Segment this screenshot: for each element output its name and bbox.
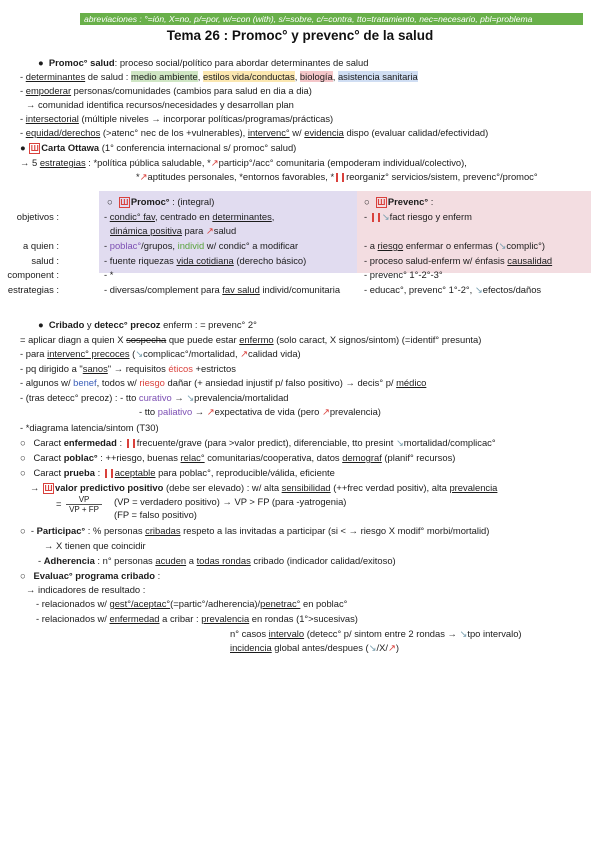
promo-heading-line: ● Promoc° salud: proceso social/político para abordar determinantes de salud	[38, 57, 369, 68]
circle-bullet-icon: ○	[20, 570, 34, 581]
label-estrategias: estrategias :	[7, 284, 59, 295]
cribado-line-6: - tto paliativo → ↗expectativa de vida (pero ↗prevalencia)	[139, 406, 381, 417]
arrow-down-icon: ↘	[186, 392, 195, 403]
circle-bullet-icon: ○	[20, 452, 34, 463]
promo-col-heading: ○ Ш Promoc° : (integral)	[107, 196, 215, 208]
arrow-down-icon: ↘	[395, 437, 404, 448]
building-icon: Ш	[377, 198, 386, 208]
circle-bullet-icon: ○	[20, 467, 34, 478]
cribado-vp-def: (VP = verdadero positivo) → VP > FP (para -yatrogenia)	[114, 496, 347, 507]
cribado-evaluacion-heading: ○ Evaluac° programa cribado :	[20, 570, 161, 581]
promo-col-estrategias: - diversas/complement para fav salud individ/comunitaria	[104, 284, 341, 295]
promo-col-a-quien: - poblac°/grupos, individ w/ condic° a modificar	[104, 240, 299, 251]
circle-bullet-icon: ○	[107, 196, 118, 207]
cribado-participacion: ○ - Participac° : % personas cribadas respeto a las invitadas a participar (si < → riesgo X modif° morbi/mortalid)	[20, 525, 490, 536]
abbreviations-banner: abreviaciones : °=ión, X=no, p/=por, w/=con (with), s/=sobre, c/=contra, tto=tratamiento, nec=necesario, pbl=problema	[80, 13, 583, 25]
arrow-down-icon: ↘	[381, 211, 390, 222]
circle-bullet-icon: ○	[364, 196, 375, 207]
prev-col-heading: ○ Ш Prevenc° :	[364, 196, 434, 208]
vpp-fraction: $\frac{VP}{VP + FP}$	[66, 495, 102, 514]
building-icon: Ш	[44, 484, 53, 494]
label-salud: salud :	[31, 255, 59, 266]
promo-line-2: - empoderar personas/comunidades (cambios para salud en dia a dia)	[20, 85, 312, 96]
cribado-heading-line: ● Cribado y detecc° precoz enferm : = prevenc° 2°	[38, 319, 257, 330]
promo-col-salud: - fuente riquezas vida cotidiana (derecho básico)	[104, 255, 307, 266]
cribado-fp-def: (FP = falso positivo)	[114, 509, 197, 520]
cribado-caract-poblacion: ○ Caract poblac° : ++riesgo, buenas relac° comunitarias/cooperativa, datos demograf (planif° recursos)	[20, 452, 456, 463]
cribado-line-5: - (tras detecc° precoz) : - tto curativo → ↘prevalencia/mortalidad	[20, 392, 289, 403]
arrow-down-icon: ↘	[474, 284, 483, 295]
arrow-down-icon: ↘	[498, 240, 507, 251]
exclamation-icon	[105, 469, 113, 478]
building-icon: Ш	[30, 144, 39, 154]
arrow-up-icon: ↗	[321, 406, 330, 417]
promo-line-4: - intersectorial (múltiple niveles → incorporar políticas/programas/prácticas)	[20, 113, 334, 124]
cribado-vpp-line: → Ш valor predictivo positivo (debe ser elevado) : w/ alta sensibilidad (++frec verdad positiv), alta prevalencia	[30, 482, 498, 494]
arrow-up-icon: ↗	[205, 225, 214, 236]
cribado-caract-prueba: ○ Caract prueba : aceptable para poblac°, reproducible/válida, eficiente	[20, 467, 335, 478]
cribado-indicador-2: - relacionados w/ enfermedad a cribar : prevalencia en rondas (1°>sucesivas)	[36, 613, 358, 624]
prev-col-estrategias: - educac°, prevenc° 1°-2°, ↘efectos/daños	[364, 284, 542, 295]
cribado-vpp-formula: = $\frac{VP}{VP + FP}$	[56, 495, 104, 514]
arrow-up-icon: ↗	[210, 157, 219, 168]
exclamation-icon	[336, 173, 344, 182]
prev-col-a-quien: - a riesgo enfermar o enfermas (↘complic°)	[364, 240, 545, 251]
cribado-line-2: - para intervenc° precoces (↘complicac°/mortalidad, ↗calidad vida)	[20, 348, 301, 359]
label-component: component :	[7, 269, 59, 280]
promo-col-component: - *	[104, 269, 114, 280]
cribado-line-3: - pq dirigido a "sanos" → requisitos éticos +estrictos	[20, 363, 236, 374]
cribado-indicadores: → indicadores de resultado :	[26, 584, 146, 595]
promo-col-objetivos-1: - condic° fav, centrado en determinantes,	[104, 211, 275, 222]
exclamation-icon	[372, 213, 380, 222]
cribado-indicador-1: - relacionados w/ gest°/aceptac°(=partic°/adherencia)/penetrac° en poblac°	[36, 598, 348, 609]
circle-bullet-icon: ○	[20, 437, 34, 448]
label-a-quien: a quien :	[23, 240, 59, 251]
arrow-up-icon: ↗	[387, 642, 396, 653]
arrow-down-icon: ↘	[459, 628, 468, 639]
circle-bullet-icon: ○	[20, 525, 31, 536]
exclamation-icon	[127, 439, 135, 448]
cribado-indicador-3: n° casos intervalo (detecc° p/ sintom entre 2 rondas → ↘tpo intervalo)	[230, 628, 522, 639]
arrow-up-icon: ↗	[139, 171, 148, 182]
cribado-line-1: = aplicar diagn a quien X sospecha que puede estar enfermo (solo caract, X signos/sintom) (=identif° presunta)	[20, 334, 482, 345]
arrow-up-icon: ↗	[206, 406, 215, 417]
page-title: Tema 26 : Promoc° y prevenc° de la salud	[166, 28, 434, 43]
arrow-up-icon: ↗	[240, 348, 249, 359]
bullet-icon: ●	[38, 319, 49, 330]
bullet-icon: ●	[38, 57, 49, 68]
cribado-line-4: - algunos w/ benef, todos w/ riesgo dañar (+ ansiedad injustif p/ falso positivo) → decis° p/ médico	[20, 377, 427, 388]
promo-line-5: - equidad/derechos (>atenc° nec de los +vulnerables), intervenc° w/ evidencia dispo (evaluar calidad/efectividad)	[20, 127, 489, 138]
ottawa-line-2: *↗aptitudes personales, *entornos favorables, * reorganiz° servicios/sistem, prevenc°/promoc°	[136, 171, 538, 182]
arrow-down-icon: ↘	[368, 642, 377, 653]
ottawa-line-1: → 5 estrategias : *política pública saludable, *↗particip°/acc° comunitaria (empoderam individual/colectivo),	[20, 157, 467, 168]
cribado-coincidir: → X tienen que coincidir	[44, 540, 146, 551]
promo-col-objetivos-2: dinámica positiva para ↗salud	[110, 225, 237, 236]
bullet-icon: ●	[20, 142, 29, 153]
building-icon: Ш	[120, 198, 129, 208]
prev-col-component: - prevenc° 1°-2°-3°	[364, 269, 443, 280]
label-objetivos: objetivos :	[16, 211, 59, 222]
promo-line-3: → comunidad identifica recursos/necesidades y desarrollan plan	[26, 99, 294, 110]
cribado-adherencia: - Adherencia : n° personas acuden a todas rondas cribado (indicador calidad/exitoso)	[38, 555, 396, 566]
prev-col-salud: - proceso salud-enferm w/ énfasis causalidad	[364, 255, 553, 266]
cribado-indicador-4: incidencia global antes/despues (↘/X/↗)	[230, 642, 399, 653]
cribado-line-7: - *diagrama latencia/sintom (T30)	[20, 422, 159, 433]
promo-line-1: - determinantes de salud : medio ambiente, estilos vida/conductas, biología, asistencia sanitaria	[20, 71, 418, 82]
arrow-down-icon: ↘	[135, 348, 144, 359]
cribado-caract-enfermedad: ○ Caract enfermedad : frecuente/grave (para >valor predict), diferenciable, tto presint ↘mortalidad/complicac°	[20, 437, 496, 448]
ottawa-heading-line: ● Ш Carta Ottawa (1° conferencia internacional s/ promoc° salud)	[20, 142, 297, 154]
prev-col-objetivos: - ↘fact riesgo y enferm	[364, 211, 472, 222]
